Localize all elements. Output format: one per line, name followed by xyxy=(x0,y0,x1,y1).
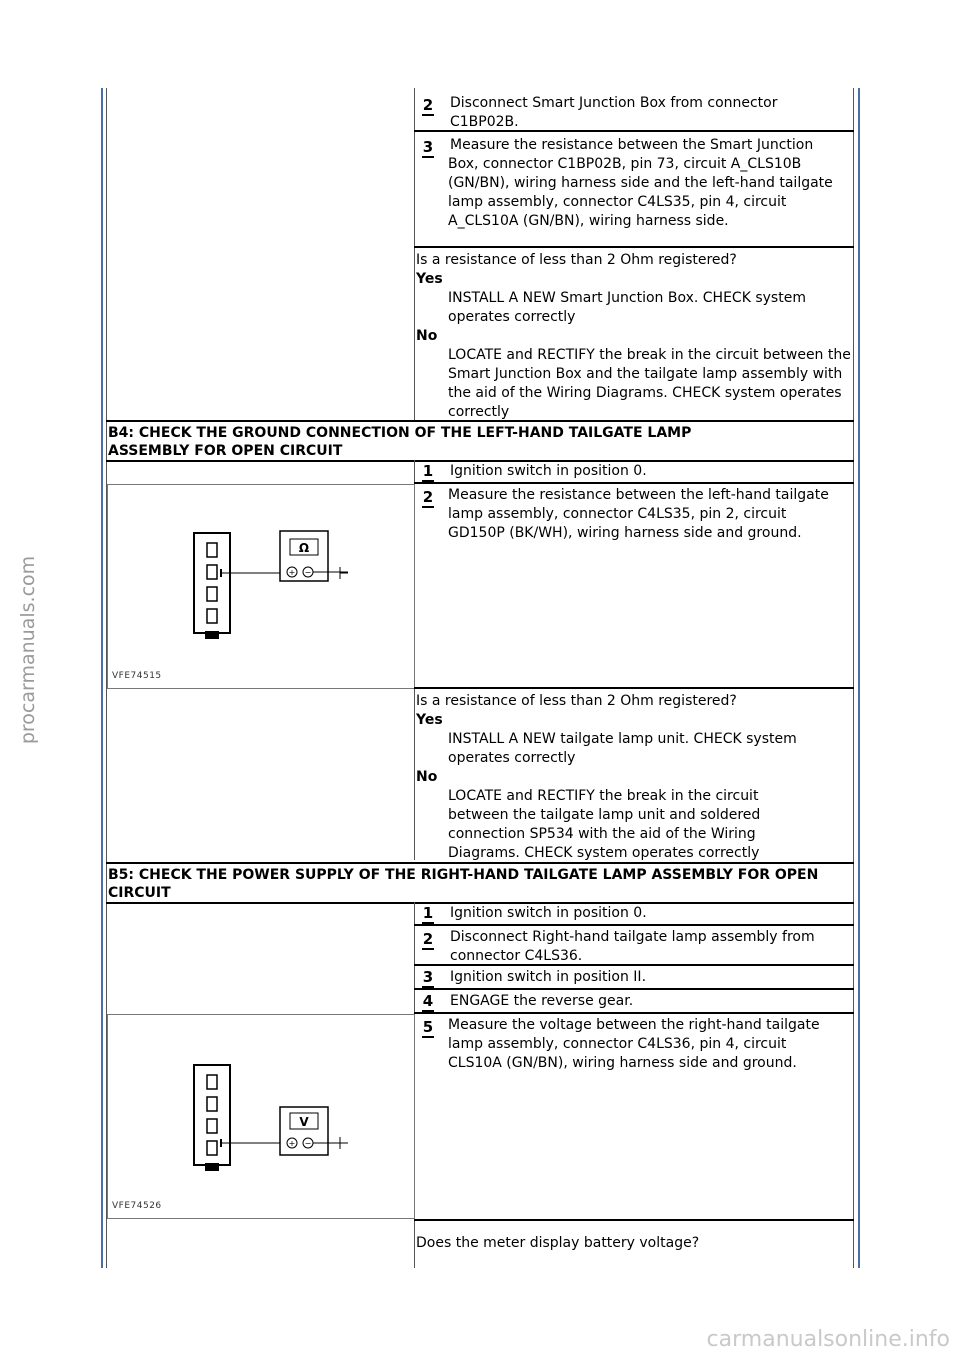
no-text: LOCATE and RECTIFY the break in the circuit between the tailgate lamp unit and soldered connection SP534 with the aid of the Wiring Diagrams. CHECK system operates correctly xyxy=(448,788,761,861)
step-text: Measure the resistance between the Smart Junction Box, connector C1BP02B, pin 73, circuit A_CLS10B (GN/BN), wiring harness side and the left-hand tailgate lamp assembly, connector C4LS35, pin 4, circuit A_CLS10A (GN/BN), wiring harness side. xyxy=(448,137,833,229)
b5-step-5 xyxy=(414,1014,854,1221)
question-text: Is a resistance of less than 2 Ohm registered? xyxy=(416,693,737,709)
b3-step-3 xyxy=(414,132,854,248)
b4-figure xyxy=(107,484,415,689)
step-number: 2 xyxy=(422,96,434,114)
b5-step-4 xyxy=(414,990,854,1014)
svg-text:−: − xyxy=(304,568,312,577)
b4-step-1 xyxy=(414,460,854,484)
step-text: Measure the voltage between the right-hand tailgate lamp assembly, connector C4LS36, pin 4, circuit CLS10A (GN/BN), wiring harness side and ground. xyxy=(448,1017,820,1071)
svg-text:+: + xyxy=(288,1139,296,1148)
b5-heading-row xyxy=(106,862,854,904)
step-number: 2 xyxy=(422,488,434,506)
b4-heading-row xyxy=(106,420,854,462)
page-right-rule xyxy=(858,88,860,1268)
step-number: 3 xyxy=(422,968,434,986)
connector-diagram xyxy=(108,485,414,688)
side-watermark xyxy=(8,520,48,780)
step-number: 4 xyxy=(422,992,434,1010)
question-text: Is a resistance of less than 2 Ohm registered? xyxy=(416,252,737,268)
connector-diagram xyxy=(108,1015,414,1218)
step-number: 1 xyxy=(422,904,434,922)
no-text: LOCATE and RECTIFY the break in the circuit between the Smart Junction Box and the tailgate lamp assembly with the aid of the Wiring Diagrams. CHECK system operates correctly xyxy=(448,347,851,420)
b5-figure xyxy=(107,1014,415,1219)
step-number: 1 xyxy=(422,462,434,480)
step-text: Ignition switch in position II. xyxy=(450,969,647,985)
b4-title: B4: CHECK THE GROUND CONNECTION OF THE LEFT-HAND TAILGATE LAMP ASSEMBLY FOR OPEN CIRCUIT xyxy=(108,425,692,459)
b5-question-block xyxy=(416,1234,852,1253)
step-number: 3 xyxy=(422,138,434,156)
figure-caption: VFE74515 xyxy=(112,671,162,681)
figure-caption: VFE74526 xyxy=(112,1201,162,1211)
b4-question-block xyxy=(416,692,852,863)
side-watermark-text: procarmanuals.com xyxy=(17,555,39,745)
b5-step-1 xyxy=(414,902,854,926)
step-text: ENGAGE the reverse gear. xyxy=(450,993,634,1009)
svg-text:+: + xyxy=(288,568,296,577)
no-label: No xyxy=(416,769,438,785)
step-number: 5 xyxy=(422,1018,434,1036)
step-text: Disconnect Right-hand tailgate lamp assembly from connector C4LS36. xyxy=(450,929,815,964)
b3-question-block xyxy=(416,251,852,422)
yes-label: Yes xyxy=(416,712,443,728)
page-left-rule xyxy=(101,88,103,1268)
step-text: Disconnect Smart Junction Box from connector C1BP02B. xyxy=(450,95,778,130)
volt-symbol: V xyxy=(299,1115,309,1129)
yes-label: Yes xyxy=(416,271,443,287)
no-label: No xyxy=(416,328,438,344)
yes-text: INSTALL A NEW Smart Junction Box. CHECK system operates correctly xyxy=(448,290,806,325)
b3-step-2 xyxy=(414,88,854,132)
b4-step-2 xyxy=(414,484,854,689)
step-number: 2 xyxy=(422,930,434,948)
b5-title: B5: CHECK THE POWER SUPPLY OF THE RIGHT-HAND TAILGATE LAMP ASSEMBLY FOR OPEN CIRCUIT xyxy=(108,867,819,901)
svg-text:−: − xyxy=(304,1139,312,1148)
b5-step-3 xyxy=(414,966,854,990)
ohm-symbol: Ω xyxy=(298,541,310,555)
step-text: Ignition switch in position 0. xyxy=(450,463,647,479)
bottom-watermark: carmanualsonline.info xyxy=(706,1327,950,1352)
step-text: Ignition switch in position 0. xyxy=(450,905,647,921)
b5-step-2 xyxy=(414,926,854,966)
question-text: Does the meter display battery voltage? xyxy=(416,1235,700,1251)
step-text: Measure the resistance between the left-hand tailgate lamp assembly, connector C4LS35, pin 2, circuit GD150P (BK/WH), wiring harness side and ground. xyxy=(448,487,829,541)
yes-text: INSTALL A NEW tailgate lamp unit. CHECK system operates correctly xyxy=(448,731,797,766)
